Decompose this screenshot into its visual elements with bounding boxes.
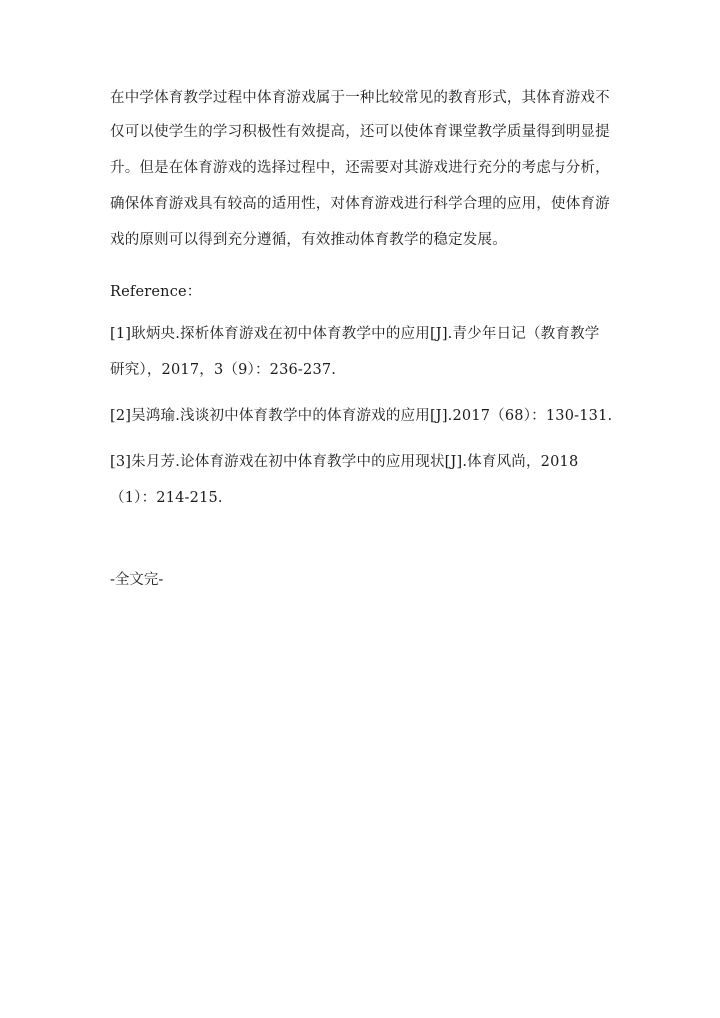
reference-2-line-1: [2]吴鸿瑜.浅谈初中体育教学中的体育游戏的应用[J].2017（68）：130-131.	[110, 408, 613, 424]
paragraph-line-4: 确保体育游戏具有较高的适用性，对体育游戏进行科学合理的应用，使体育游	[110, 196, 610, 212]
paragraph-line-1: 在中学体育教学过程中体育游戏属于一种比较常见的教育形式，其体育游戏不	[110, 90, 610, 106]
paragraph-line-2: 仅可以使学生的学习积极性有效提高，还可以使体育课堂教学质量得到明显提	[110, 124, 610, 140]
reference-1-line-2: 研究），2017，3（9）：236-237.	[110, 362, 337, 378]
reference-3-line-1: [3]朱月芳.论体育游戏在初中体育教学中的应用现状[J].体育风尚，2018	[110, 454, 579, 470]
reference-1-line-1: [1]耿炳央.探析体育游戏在初中体育教学中的应用[J].青少年日记（教育教学	[110, 326, 600, 342]
end-of-document-mark: -全文完-	[110, 572, 164, 588]
reference-3-line-2: （1）：214-215.	[110, 490, 223, 506]
paragraph-line-5: 戏的原则可以得到充分遵循，有效推动体育教学的稳定发展。	[110, 232, 507, 248]
paragraph-line-3: 升。但是在体育游戏的选择过程中，还需要对其游戏进行充分的考虑与分析，	[110, 160, 610, 176]
references-heading: Reference：	[110, 284, 202, 300]
